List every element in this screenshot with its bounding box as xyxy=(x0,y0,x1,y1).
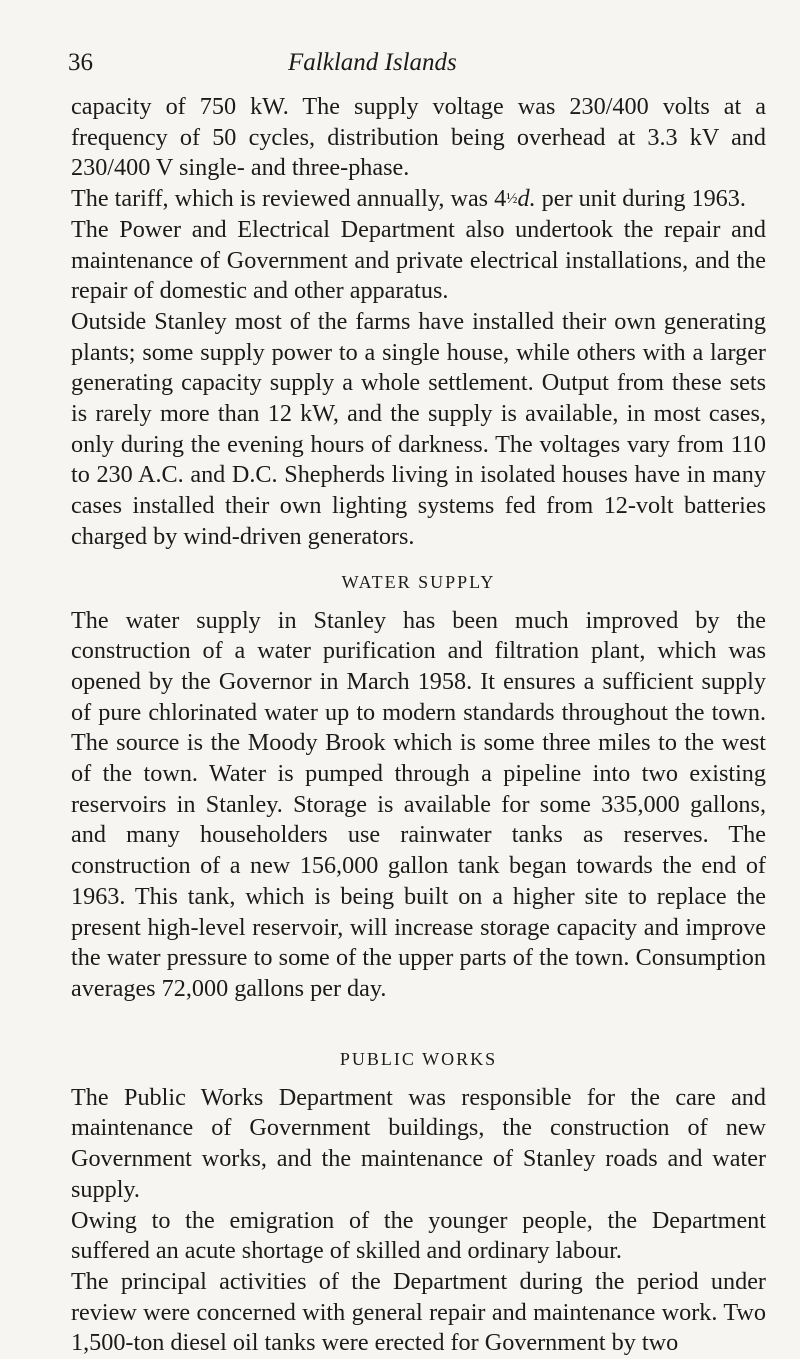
page-number: 36 xyxy=(68,49,93,76)
tariff-text-before: The tariff, which is reviewed annually, was 4 xyxy=(71,185,507,213)
body-text xyxy=(71,92,766,1359)
paragraph-water-supply: The water supply in Stanley has been much improved by the construction of a water purification and filtration plant, which was opened by the Governor in March 1958. It ensures a sufficient supply of pure chlorinated water up to modern standards throughout the town. The source is the Moody Brook which is some three miles to the west of the town. Water is pumped through a pipeline into two existing reservoirs in Stanley. Storage is available for some 335,000 gallons, and many householders use rainwater tanks as reserves. The construction of a new 156,000 gallon tank began towards the end of 1963. This tank, which is being built on a higher site to replace the present high-level reservoir, will increase storage capacity and improve the water pressure to some of the upper parts of the town. Consumption averages 72,000 gallons per day. xyxy=(71,606,766,1002)
paragraph-principal-activities: The principal activities of the Department during the period under review were concerned with general repair and maintenance work. Two 1,500-ton diesel oil tanks were erected for Government by two xyxy=(71,1267,766,1357)
paragraph-labour-shortage: Owing to the emigration of the younger people, the Department suffered an acute shortage of skilled and ordinary labour. xyxy=(71,1206,766,1265)
running-title: Falkland Islands xyxy=(288,49,457,76)
paragraph-tariff xyxy=(71,184,766,215)
tariff-fraction: ½ xyxy=(506,191,518,208)
paragraph-public-works-responsibility: The Public Works Department was responsible for the care and maintenance of Government buildings, the construction of new Government works, and the maintenance of Stanley roads and water supply. xyxy=(71,1083,766,1203)
tariff-unit: d. xyxy=(517,185,536,213)
section-heading-water-supply: WATER SUPPLY xyxy=(341,571,496,592)
tariff-text-after: per unit during 1963. xyxy=(535,185,746,213)
paragraph-electrical-department: The Power and Electrical Department also undertook the repair and maintenance of Government and private electrical installations, and the repair of domestic and other apparatus. xyxy=(71,215,766,305)
section-heading-public-works: PUBLIC WORKS xyxy=(339,1048,498,1069)
running-head xyxy=(68,48,766,82)
paragraph-farm-generation: Outside Stanley most of the farms have installed their own generating plants; some supply power to a single house, while others with a larger generating capacity supply a whole settlement. Output from these sets is rarely more than 12 kW, and the supply is available, in most cases, only during the evening hours of darkness. The voltages vary from 110 to 230 A.C. and D.C. Shepherds living in isolated houses have in many cases installed their own lighting systems fed from 12-volt batteries charged by wind-driven generators. xyxy=(71,307,766,550)
paragraph-power-capacity: capacity of 750 kW. The supply voltage was 230/400 volts at a frequency of 50 cycles, distribution being overhead at 3.3 kV and 230/400 V single- and three-phase. xyxy=(71,93,766,182)
